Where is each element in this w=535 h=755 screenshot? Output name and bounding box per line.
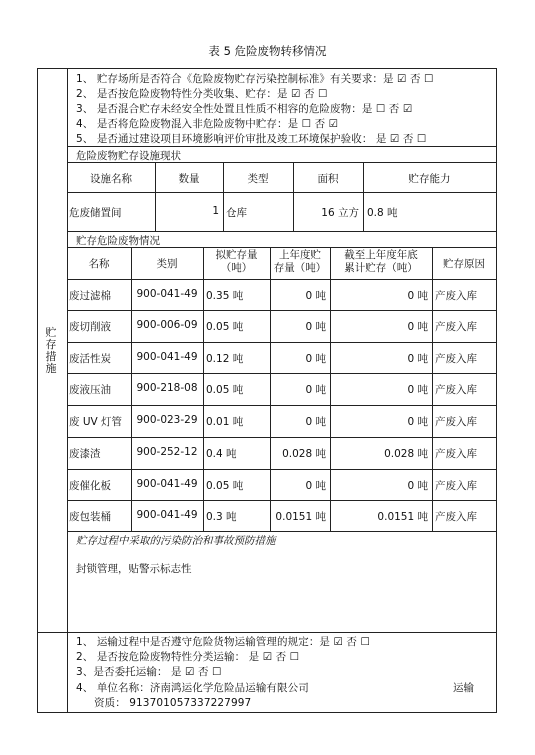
waste-row-6-code: 900-252-12 xyxy=(136,446,198,458)
waste-row-1-code: 900-041-49 xyxy=(136,288,198,300)
facility-capacity: 0.8 吨 xyxy=(367,207,398,219)
storage-question-2: 2、 是否按危险废物特性分类收集、贮存：是 ☑ 否 ☐ xyxy=(76,88,328,100)
waste-row-6-name: 废漆渣 xyxy=(69,448,101,460)
waste-row-7-code: 900-041-49 xyxy=(136,478,198,490)
facility-header-name: 设施名称 xyxy=(90,173,132,185)
waste-row-7-planned: 0.05 吨 xyxy=(206,480,244,492)
waste-row-4-planned: 0.05 吨 xyxy=(206,384,244,396)
storage-question-5: 5、 是否通过建设项目环境影响评价审批及竣工环境保护验收： 是 ☑ 否 ☐ xyxy=(76,133,427,145)
measures-heading: 贮存过程中采取的污染防治和事故预防措施 xyxy=(76,535,276,547)
waste-header-cumulative: 截至上年度年底 累计贮存（吨） xyxy=(344,249,418,274)
waste-row-6-planned: 0.4 吨 xyxy=(206,448,237,460)
waste-row-8-reason: 产废入库 xyxy=(435,511,477,523)
waste-row-6-reason: 产废入库 xyxy=(435,448,477,460)
waste-row-5-cumulative: 0 吨 xyxy=(407,416,428,428)
waste-row-1-planned: 0.35 吨 xyxy=(206,290,244,302)
waste-row-8-code: 900-041-49 xyxy=(136,509,198,521)
waste-row-5-last-year: 0 吨 xyxy=(305,416,326,428)
waste-row-2-cumulative: 0 吨 xyxy=(407,321,428,333)
transport-unit-name: 4、 单位名称：济南鸿运化学危险品运输有限公司 xyxy=(76,682,309,694)
waste-row-2-planned: 0.05 吨 xyxy=(206,321,244,333)
measures-text: 封锁管理，贴警示标志性 xyxy=(76,563,192,575)
waste-row-4-code: 900-218-08 xyxy=(136,382,198,394)
side-label-transport: 运输 xyxy=(453,682,474,694)
waste-row-8-planned: 0.3 吨 xyxy=(206,511,237,523)
waste-row-6-cumulative: 0.028 吨 xyxy=(384,448,428,460)
facility-header-area: 面积 xyxy=(317,173,339,185)
waste-section-title: 贮存危险废物情况 xyxy=(76,235,160,247)
facility-type: 仓库 xyxy=(226,207,247,219)
facility-header-qty: 数量 xyxy=(178,173,200,185)
facility-section-title: 危险废物贮存设施现状 xyxy=(76,150,181,162)
waste-row-4-cumulative: 0 吨 xyxy=(407,384,428,396)
transport-question-2: 2、 是否按危险废物特性分类运输： 是 ☑ 否 ☐ xyxy=(76,651,300,663)
waste-header-planned: 拟贮存量 （吨） xyxy=(215,249,258,274)
facility-header-type: 类型 xyxy=(247,173,269,185)
waste-header-name: 名称 xyxy=(88,258,110,270)
waste-row-3-reason: 产废入库 xyxy=(435,353,477,365)
waste-row-8-last-year: 0.0151 吨 xyxy=(275,511,326,523)
waste-row-5-code: 900-023-29 xyxy=(136,414,198,426)
waste-row-7-cumulative: 0 吨 xyxy=(407,480,428,492)
facility-area: 16 立方 xyxy=(321,207,359,219)
waste-row-1-cumulative: 0 吨 xyxy=(407,290,428,302)
waste-row-5-planned: 0.01 吨 xyxy=(206,416,244,428)
waste-row-5-reason: 产废入库 xyxy=(435,416,477,428)
facility-header-capacity: 贮存能力 xyxy=(408,173,451,185)
waste-row-1-last-year: 0 吨 xyxy=(305,290,326,302)
transport-question-3: 3、是否委托运输： 是 ☑ 否 ☐ xyxy=(76,666,222,678)
waste-row-3-name: 废活性炭 xyxy=(69,353,111,365)
waste-row-1-name: 废过滤棉 xyxy=(69,290,111,302)
storage-question-4: 4、 是否将危险废物混入非危险废物中贮存：是 ☐ 否 ☑ xyxy=(76,118,339,130)
waste-row-3-planned: 0.12 吨 xyxy=(206,353,244,365)
waste-row-2-name: 废切削液 xyxy=(69,321,111,333)
facility-qty: 1 xyxy=(212,205,219,217)
waste-row-8-cumulative: 0.0151 吨 xyxy=(377,511,428,523)
waste-row-2-reason: 产废入库 xyxy=(435,321,477,333)
waste-header-last-year: 上年度贮 存量（吨） xyxy=(273,249,327,274)
storage-question-1: 1、 贮存场所是否符合《危险废物贮存污染控制标准》有关要求：是 ☑ 否 ☐ xyxy=(76,73,434,85)
waste-row-6-last-year: 0.028 吨 xyxy=(282,448,326,460)
side-label-storage: 贮存措施 xyxy=(45,326,57,375)
waste-row-5-name: 废 UV 灯管 xyxy=(69,416,123,428)
transport-qualification: 资质： 913701057337227997 xyxy=(94,697,252,709)
waste-header-code: 类别 xyxy=(156,258,178,270)
storage-question-3: 3、 是否混合贮存未经安全性处置且性质不相容的危险废物：是 ☐ 否 ☑ xyxy=(76,103,413,115)
facility-name: 危废储置间 xyxy=(69,207,122,219)
waste-row-7-name: 废催化板 xyxy=(69,480,111,492)
waste-row-4-name: 废液压油 xyxy=(69,384,111,396)
waste-row-2-last-year: 0 吨 xyxy=(305,321,326,333)
transport-question-1: 1、 运输过程中是否遵守危险货物运输管理的规定：是 ☑ 否 ☐ xyxy=(76,636,370,648)
page-title: 表 5 危险废物转移情况 xyxy=(208,44,327,58)
waste-row-7-reason: 产废入库 xyxy=(435,480,477,492)
waste-row-3-code: 900-041-49 xyxy=(136,351,198,363)
waste-header-reason: 贮存原因 xyxy=(443,258,485,270)
waste-row-7-last-year: 0 吨 xyxy=(305,480,326,492)
waste-row-1-reason: 产废入库 xyxy=(435,290,477,302)
waste-row-3-cumulative: 0 吨 xyxy=(407,353,428,365)
waste-row-3-last-year: 0 吨 xyxy=(305,353,326,365)
waste-row-2-code: 900-006-09 xyxy=(136,319,198,331)
waste-row-4-last-year: 0 吨 xyxy=(305,384,326,396)
waste-row-4-reason: 产废入库 xyxy=(435,384,477,396)
waste-row-8-name: 废包装桶 xyxy=(69,511,111,523)
